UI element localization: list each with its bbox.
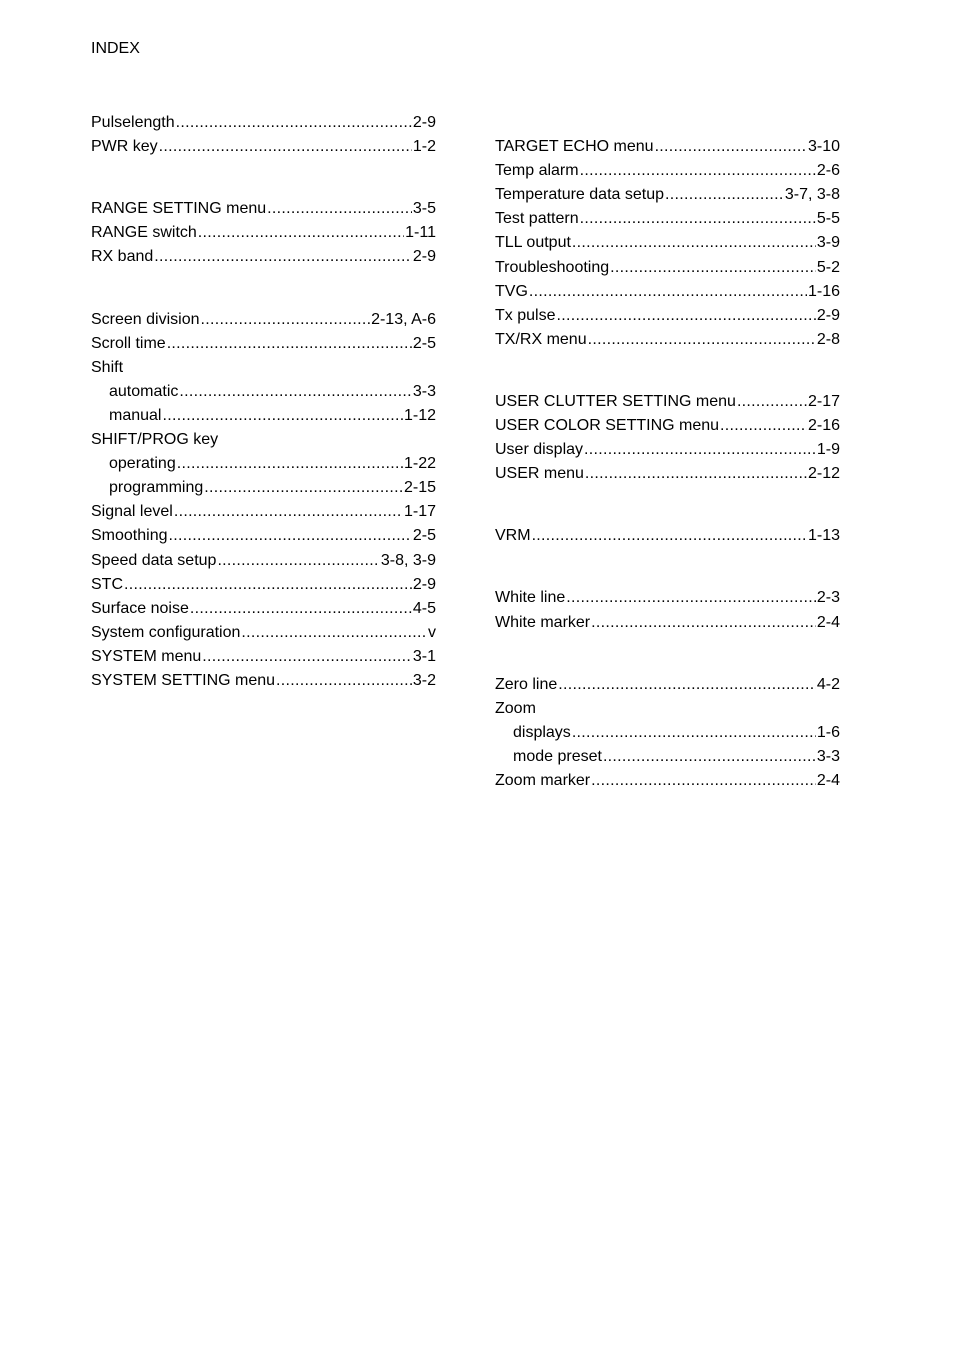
page-reference: 2-9 [816,306,840,324]
page-reference: 3-10 [807,138,840,156]
page-reference: 4-2 [816,675,840,693]
page-reference: 3-2 [412,671,436,689]
index-term: Zoom [495,699,536,717]
index-entry [495,414,840,438]
index-entry [495,280,840,304]
page-reference: 3-3 [816,747,840,765]
page-reference: 2-9 [412,575,436,593]
index-heading [495,697,840,721]
dot-leader [580,161,816,181]
page-reference: 2-5 [412,527,436,545]
index-term: TX/RX menu [495,330,587,348]
index-term: Temp alarm [495,162,579,180]
page-reference: 2-4 [816,613,840,631]
dot-leader [159,137,412,157]
index-term: USER COLOR SETTING menu [495,417,720,435]
page-reference: 2-12 [807,465,840,483]
dot-leader [603,747,816,767]
index-term: Speed data setup [91,551,217,569]
page-reference: 1-13 [807,527,840,545]
dot-leader [572,233,816,253]
page-reference: 2-15 [403,479,436,497]
dot-leader [124,575,412,595]
index-entry [91,332,436,356]
page-reference: 2-9 [412,248,436,266]
index-entry [91,197,436,221]
index-term: White line [495,589,566,607]
index-term: Smoothing [91,527,168,545]
index-term: USER CLUTTER SETTING menu [495,392,736,410]
index-subentry [91,452,436,476]
page-reference: 4-5 [412,599,436,617]
dot-leader [529,282,807,302]
dot-leader [167,334,412,354]
dot-leader [190,599,412,619]
index-entry [495,159,840,183]
page-reference: 3-9 [816,234,840,252]
section-spacer [495,486,840,524]
page-reference: 2-13, A-6 [371,310,436,328]
dot-leader [665,185,784,205]
dot-leader [556,306,815,326]
index-entry [91,111,436,135]
page-reference: 3-3 [412,382,436,400]
dot-leader [585,464,807,484]
index-term: SYSTEM menu [91,647,202,665]
index-term: User display [495,441,584,459]
index-term: USER menu [495,465,584,483]
index-term: White marker [495,613,591,631]
index-entry [495,328,840,352]
dot-leader [154,247,412,267]
index-term: operating [109,455,176,473]
dot-leader [591,613,816,633]
index-entry [91,597,436,621]
dot-leader [737,392,807,412]
index-term: Surface noise [91,599,189,617]
page-reference: 3-1 [412,647,436,665]
dot-leader [198,223,404,243]
page-header: INDEX [91,40,140,57]
index-term: Scroll time [91,334,166,352]
index-term: SHIFT/PROG key [91,431,219,449]
page-reference: 3-8, 3-9 [380,551,436,569]
index-entry [495,673,840,697]
dot-leader [179,382,412,402]
dot-leader [591,771,816,791]
page-reference: 1-22 [403,455,436,473]
section-spacer [495,548,840,586]
page-reference: 3-7, 3-8 [784,186,840,204]
dot-leader [177,454,403,474]
index-entry [91,221,436,245]
index-entry [91,573,436,597]
index-term: System configuration [91,623,241,641]
index-term: RX band [91,248,154,266]
index-term: VRM [495,527,531,545]
dot-leader [584,440,816,460]
index-term: TLL output [495,234,571,252]
index-entry [495,207,840,231]
page-reference: 5-2 [816,258,840,276]
index-term: TARGET ECHO menu [495,138,654,156]
index-entry [495,255,840,279]
dot-leader [566,588,816,608]
index-entry [91,548,436,572]
index-entry [91,500,436,524]
index-entry [495,135,840,159]
dot-leader [176,113,412,133]
index-entry [495,390,840,414]
index-term: automatic [109,382,179,400]
index-term: PWR key [91,138,158,156]
page-reference: 1-12 [403,406,436,424]
index-term: manual [109,406,162,424]
index-entry [91,645,436,669]
index-entry [495,304,840,328]
page-reference: 5-5 [816,210,840,228]
index-subentry [91,404,436,428]
index-term: Test pattern [495,210,579,228]
index-term: TVG [495,282,528,300]
index-term: displays [513,723,571,741]
page-reference: 3-5 [412,200,436,218]
index-term: Temperature data setup [495,186,664,204]
index-entry [495,183,840,207]
index-term: Pulselength [91,114,175,132]
dot-leader [217,551,379,571]
index-term: RANGE switch [91,224,197,242]
page-reference: 1-9 [816,441,840,459]
index-entry [495,769,840,793]
index-heading [91,356,436,380]
index-entry [91,135,436,159]
index-subentry [91,476,436,500]
page-reference: 2-5 [412,334,436,352]
index-subentry [91,380,436,404]
page-reference: 1-6 [816,723,840,741]
dot-leader [572,723,816,743]
dot-leader [532,526,807,546]
index-term: mode preset [513,747,602,765]
index-subentry [495,745,840,769]
index-term: programming [109,479,204,497]
dot-leader [720,416,807,436]
index-entry [91,621,436,645]
section-spacer [91,269,436,307]
index-term: Troubleshooting [495,258,610,276]
page-reference: 2-3 [816,589,840,607]
index-heading [91,428,436,452]
page-reference: 2-9 [412,114,436,132]
dot-leader [655,137,807,157]
section-spacer [495,635,840,673]
page-reference: 1-17 [403,503,436,521]
index-term: SYSTEM SETTING menu [91,671,276,689]
dot-leader [174,502,403,522]
page-reference: 2-17 [807,392,840,410]
section-spacer [495,352,840,390]
dot-leader [201,310,371,330]
index-entry [91,307,436,331]
index-term: Shift [91,358,124,376]
index-entry [495,524,840,548]
page-reference: 2-6 [816,162,840,180]
index-column-right [495,135,840,793]
dot-leader [169,526,412,546]
page-reference: 1-11 [405,224,436,242]
index-term: Signal level [91,503,173,521]
index-subentry [495,721,840,745]
index-entry [495,231,840,255]
dot-leader [610,258,816,278]
page-reference: 1-16 [807,282,840,300]
index-term: STC [91,575,123,593]
dot-leader [241,623,427,643]
index-term: Zoom marker [495,771,591,789]
dot-leader [580,209,816,229]
dot-leader [204,478,403,498]
page-reference: 2-4 [816,771,840,789]
index-entry [495,610,840,634]
index-term: RANGE SETTING menu [91,200,267,218]
index-entry [495,438,840,462]
page-reference: v [428,623,436,641]
dot-leader [162,406,402,426]
index-entry [91,524,436,548]
index-column-left [91,111,436,693]
index-term: Zero line [495,675,558,693]
dot-leader [588,330,816,350]
page-reference: 2-8 [816,330,840,348]
dot-leader [202,647,412,667]
section-spacer [91,159,436,197]
index-term: Tx pulse [495,306,556,324]
index-entry [91,669,436,693]
index-entry [91,245,436,269]
dot-leader [267,199,412,219]
index-entry [495,462,840,486]
page-reference: 2-16 [807,417,840,435]
page-reference: 1-2 [412,138,436,156]
dot-leader [276,671,412,691]
dot-leader [558,675,816,695]
index-term: Screen division [91,310,200,328]
index-entry [495,586,840,610]
